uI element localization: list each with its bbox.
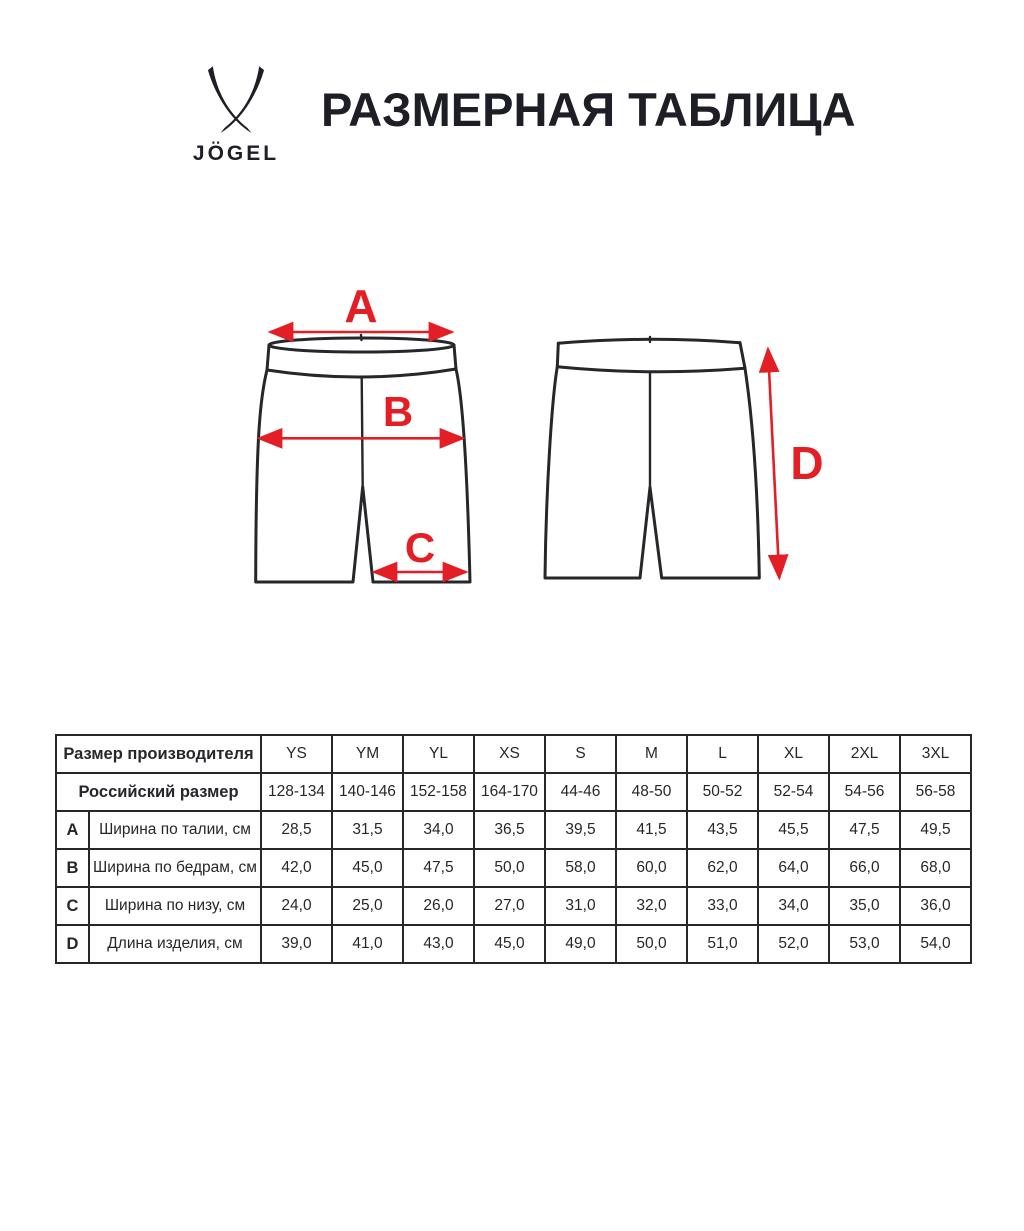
row-letter: B	[56, 849, 89, 887]
value-cell: 39,0	[261, 925, 332, 963]
table-row-manufacturer-size	[56, 735, 971, 773]
value-cell: 66,0	[829, 849, 900, 887]
value-cell: 45,5	[758, 811, 829, 849]
russian-size-cell: 140-146	[332, 773, 403, 811]
value-cell: 68,0	[900, 849, 971, 887]
brand-logo	[190, 64, 282, 166]
russian-size-cell: 164-170	[474, 773, 545, 811]
value-cell: 31,5	[332, 811, 403, 849]
size-col-header: YL	[403, 735, 474, 773]
russian-size-cell: 56-58	[900, 773, 971, 811]
row-letter: D	[56, 925, 89, 963]
shorts-front-outline	[256, 335, 470, 582]
value-cell: 31,0	[545, 887, 616, 925]
russian-size-cell: 152-158	[403, 773, 474, 811]
value-cell: 58,0	[545, 849, 616, 887]
size-col-header: L	[687, 735, 758, 773]
measure-c	[374, 524, 466, 572]
measure-a	[270, 280, 452, 332]
value-cell: 51,0	[687, 925, 758, 963]
value-cell: 32,0	[616, 887, 687, 925]
size-col-header: XL	[758, 735, 829, 773]
measure-d	[768, 349, 824, 578]
russian-size-cell: 54-56	[829, 773, 900, 811]
value-cell: 24,0	[261, 887, 332, 925]
page-title: РАЗМЕРНАЯ ТАБЛИЦА	[321, 83, 856, 136]
value-cell: 54,0	[900, 925, 971, 963]
measure-b-label: B	[382, 388, 414, 435]
table-row-measure-c	[56, 887, 971, 925]
value-cell: 47,5	[403, 849, 474, 887]
russian-size-cell: 128-134	[261, 773, 332, 811]
value-cell: 60,0	[616, 849, 687, 887]
value-cell: 34,0	[403, 811, 474, 849]
value-cell: 43,0	[403, 925, 474, 963]
row-parameter: Ширина по низу, см	[89, 887, 261, 925]
measure-c-label: C	[404, 524, 436, 571]
value-cell: 26,0	[403, 887, 474, 925]
value-cell: 39,5	[545, 811, 616, 849]
value-cell: 52,0	[758, 925, 829, 963]
table-row-measure-d	[56, 925, 971, 963]
value-cell: 49,5	[900, 811, 971, 849]
shorts-back-outline	[545, 337, 759, 578]
table-row-measure-b	[56, 849, 971, 887]
value-cell: 25,0	[332, 887, 403, 925]
value-cell: 36,5	[474, 811, 545, 849]
size-col-header: 3XL	[900, 735, 971, 773]
value-cell: 27,0	[474, 887, 545, 925]
row-parameter: Ширина по бедрам, см	[89, 849, 261, 887]
size-col-header: XS	[474, 735, 545, 773]
header-russian-size: Российский размер	[56, 773, 261, 811]
value-cell: 35,0	[829, 887, 900, 925]
shorts-measurement-diagram	[230, 268, 830, 620]
table-row-russian-size	[56, 773, 971, 811]
value-cell: 41,5	[616, 811, 687, 849]
measure-a-label: A	[344, 280, 378, 332]
size-col-header: YM	[332, 735, 403, 773]
russian-size-cell: 52-54	[758, 773, 829, 811]
value-cell: 41,0	[332, 925, 403, 963]
value-cell: 64,0	[758, 849, 829, 887]
table-row-measure-a	[56, 811, 971, 849]
value-cell: 47,5	[829, 811, 900, 849]
value-cell: 49,0	[545, 925, 616, 963]
value-cell: 45,0	[332, 849, 403, 887]
russian-size-cell: 50-52	[687, 773, 758, 811]
value-cell: 43,5	[687, 811, 758, 849]
size-col-header: YS	[261, 735, 332, 773]
header-manufacturer-size: Размер производителя	[56, 735, 261, 773]
value-cell: 36,0	[900, 887, 971, 925]
size-col-header: S	[545, 735, 616, 773]
size-col-header: M	[616, 735, 687, 773]
value-cell: 34,0	[758, 887, 829, 925]
value-cell: 62,0	[687, 849, 758, 887]
value-cell: 33,0	[687, 887, 758, 925]
jogel-v-icon	[207, 64, 265, 138]
size-table	[55, 734, 972, 964]
row-letter: C	[56, 887, 89, 925]
value-cell: 50,0	[616, 925, 687, 963]
value-cell: 50,0	[474, 849, 545, 887]
value-cell: 53,0	[829, 925, 900, 963]
row-parameter: Ширина по талии, см	[89, 811, 261, 849]
russian-size-cell: 44-46	[545, 773, 616, 811]
value-cell: 42,0	[261, 849, 332, 887]
value-cell: 45,0	[474, 925, 545, 963]
size-col-header: 2XL	[829, 735, 900, 773]
row-parameter: Длина изделия, см	[89, 925, 261, 963]
brand-name: JÖGEL	[192, 142, 280, 165]
row-letter: A	[56, 811, 89, 849]
russian-size-cell: 48-50	[616, 773, 687, 811]
measure-d-label: D	[790, 437, 824, 489]
value-cell: 28,5	[261, 811, 332, 849]
